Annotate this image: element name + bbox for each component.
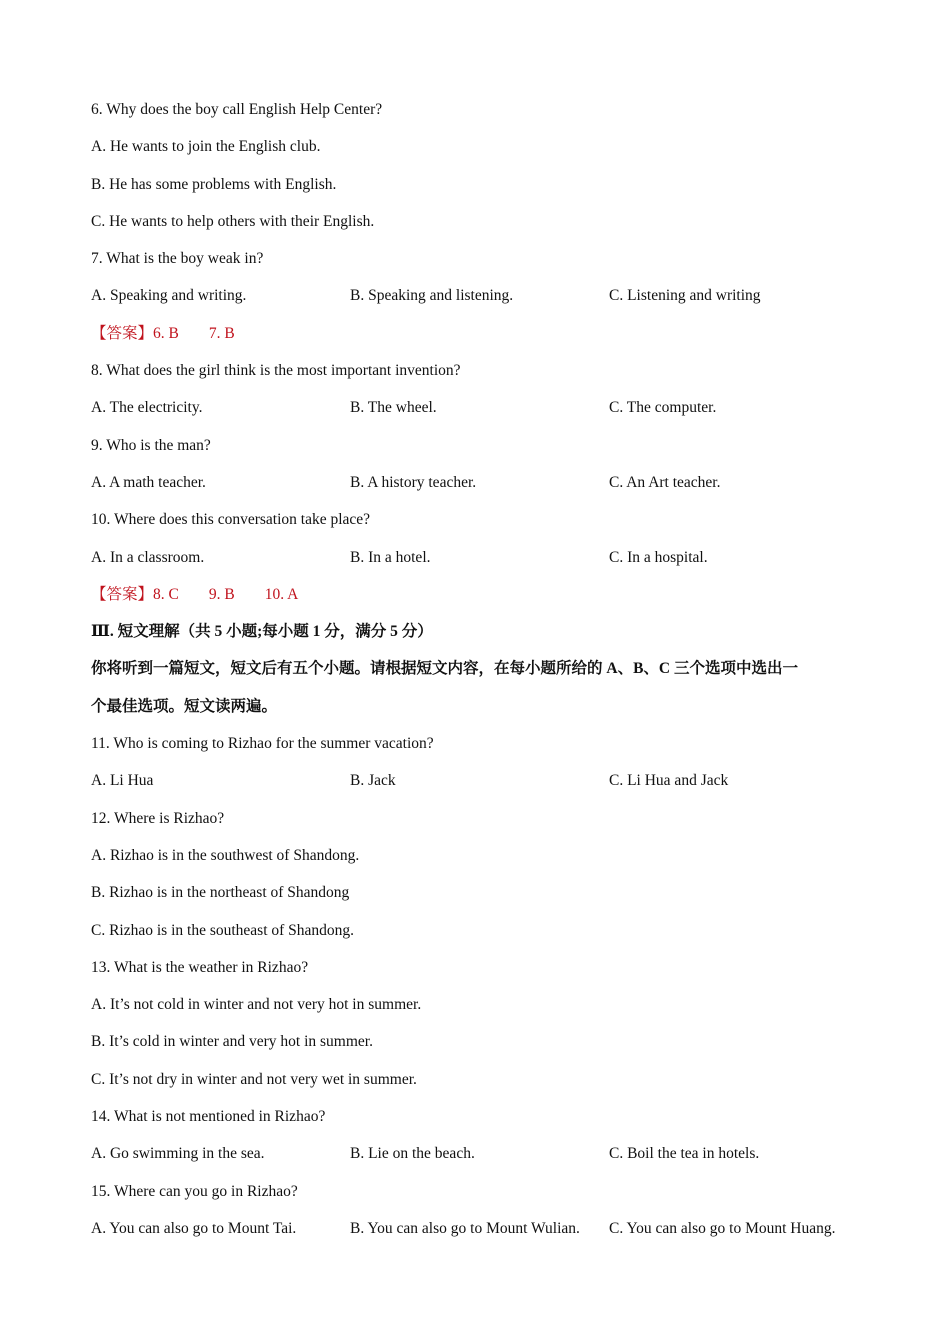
question-14: 14. What is not mentioned in Rizhao?	[91, 1108, 326, 1126]
option-9c: C. An Art teacher.	[609, 473, 721, 491]
question-11: 11. Who is coming to Rizhao for the summer vacation?	[91, 735, 434, 753]
options-9	[91, 464, 881, 501]
question-13: 13. What is the weather in Rizhao?	[91, 958, 309, 976]
exam-page	[91, 91, 881, 1247]
options-11	[91, 762, 881, 799]
option-7a: A. Speaking and writing.	[91, 287, 247, 305]
option-12c: C. Rizhao is in the southeast of Shandong.	[91, 921, 355, 939]
question-10: 10. Where does this conversation take place?	[91, 511, 371, 529]
option-15a: A. You can also go to Mount Tai.	[91, 1219, 297, 1237]
option-7c: C. Listening and writing	[609, 287, 761, 305]
answer-label: 【答案】	[91, 585, 154, 603]
option-14a: A. Go swimming in the sea.	[91, 1145, 265, 1163]
option-11c: C. Li Hua and Jack	[609, 772, 729, 790]
question-15: 15. Where can you go in Rizhao?	[91, 1182, 298, 1200]
option-13b: B. It’s cold in winter and very hot in summer.	[91, 1033, 373, 1051]
answer-item: 9. B	[208, 585, 235, 603]
option-8c: C. The computer.	[609, 399, 717, 417]
option-12b: B. Rizhao is in the northeast of Shandong	[91, 884, 350, 902]
answer-item: 6. B	[153, 324, 179, 342]
answer-item: 8. C	[153, 585, 179, 603]
option-9a: A. A math teacher.	[91, 473, 206, 491]
section-heading: Ⅲ. 短文理解（共 5 小题;每小题 1 分，满分 5 分）	[91, 623, 433, 641]
option-9b: B. A history teacher.	[350, 473, 477, 491]
answer-line-1	[91, 315, 881, 352]
option-8b: B. The wheel.	[350, 399, 437, 417]
answer-item: 7. B	[208, 324, 235, 342]
option-11b: B. Jack	[350, 772, 396, 790]
option-10b: B. In a hotel.	[350, 548, 431, 566]
section-instruction-2: 个最佳选项。短文读两遍。	[91, 697, 278, 715]
answer-line-2	[91, 576, 881, 613]
question-8: 8. What does the girl think is the most important invention?	[91, 362, 461, 380]
options-8	[91, 389, 881, 426]
option-7b: B. Speaking and listening.	[350, 287, 514, 305]
option-6b: B. He has some problems with English.	[91, 175, 337, 193]
options-14	[91, 1135, 881, 1172]
question-6: 6. Why does the boy call English Help Center?	[91, 101, 383, 118]
option-10a: A. In a classroom.	[91, 548, 205, 566]
option-11a: A. Li Hua	[91, 772, 154, 790]
option-12a: A. Rizhao is in the southwest of Shandong.	[91, 846, 360, 864]
question-12: 12. Where is Rizhao?	[91, 809, 225, 827]
option-6c: C. He wants to help others with their English.	[91, 212, 375, 230]
question-7: 7. What is the boy weak in?	[91, 250, 264, 268]
option-13c: C. It’s not dry in winter and not very wet in summer.	[91, 1070, 417, 1088]
answer-label: 【答案】	[91, 324, 154, 342]
options-15	[91, 1210, 881, 1247]
option-14c: C. Boil the tea in hotels.	[609, 1145, 760, 1163]
options-7	[91, 277, 881, 314]
section-instruction-1: 你将听到一篇短文，短文后有五个小题。请根据短文内容，在每小题所给的 A、B、C 三个选项中选出一	[91, 660, 798, 678]
option-10c: C. In a hospital.	[609, 548, 708, 566]
options-10	[91, 539, 881, 576]
question-9: 9. Who is the man?	[91, 436, 211, 454]
option-8a: A. The electricity.	[91, 399, 203, 417]
option-13a: A. It’s not cold in winter and not very hot in summer.	[91, 996, 422, 1014]
option-6a: A. He wants to join the English club.	[91, 138, 321, 156]
answer-item: 10. A	[264, 585, 299, 603]
option-15c: C. You can also go to Mount Huang.	[609, 1219, 836, 1237]
option-15b: B. You can also go to Mount Wulian.	[350, 1219, 580, 1237]
option-14b: B. Lie on the beach.	[350, 1145, 475, 1163]
